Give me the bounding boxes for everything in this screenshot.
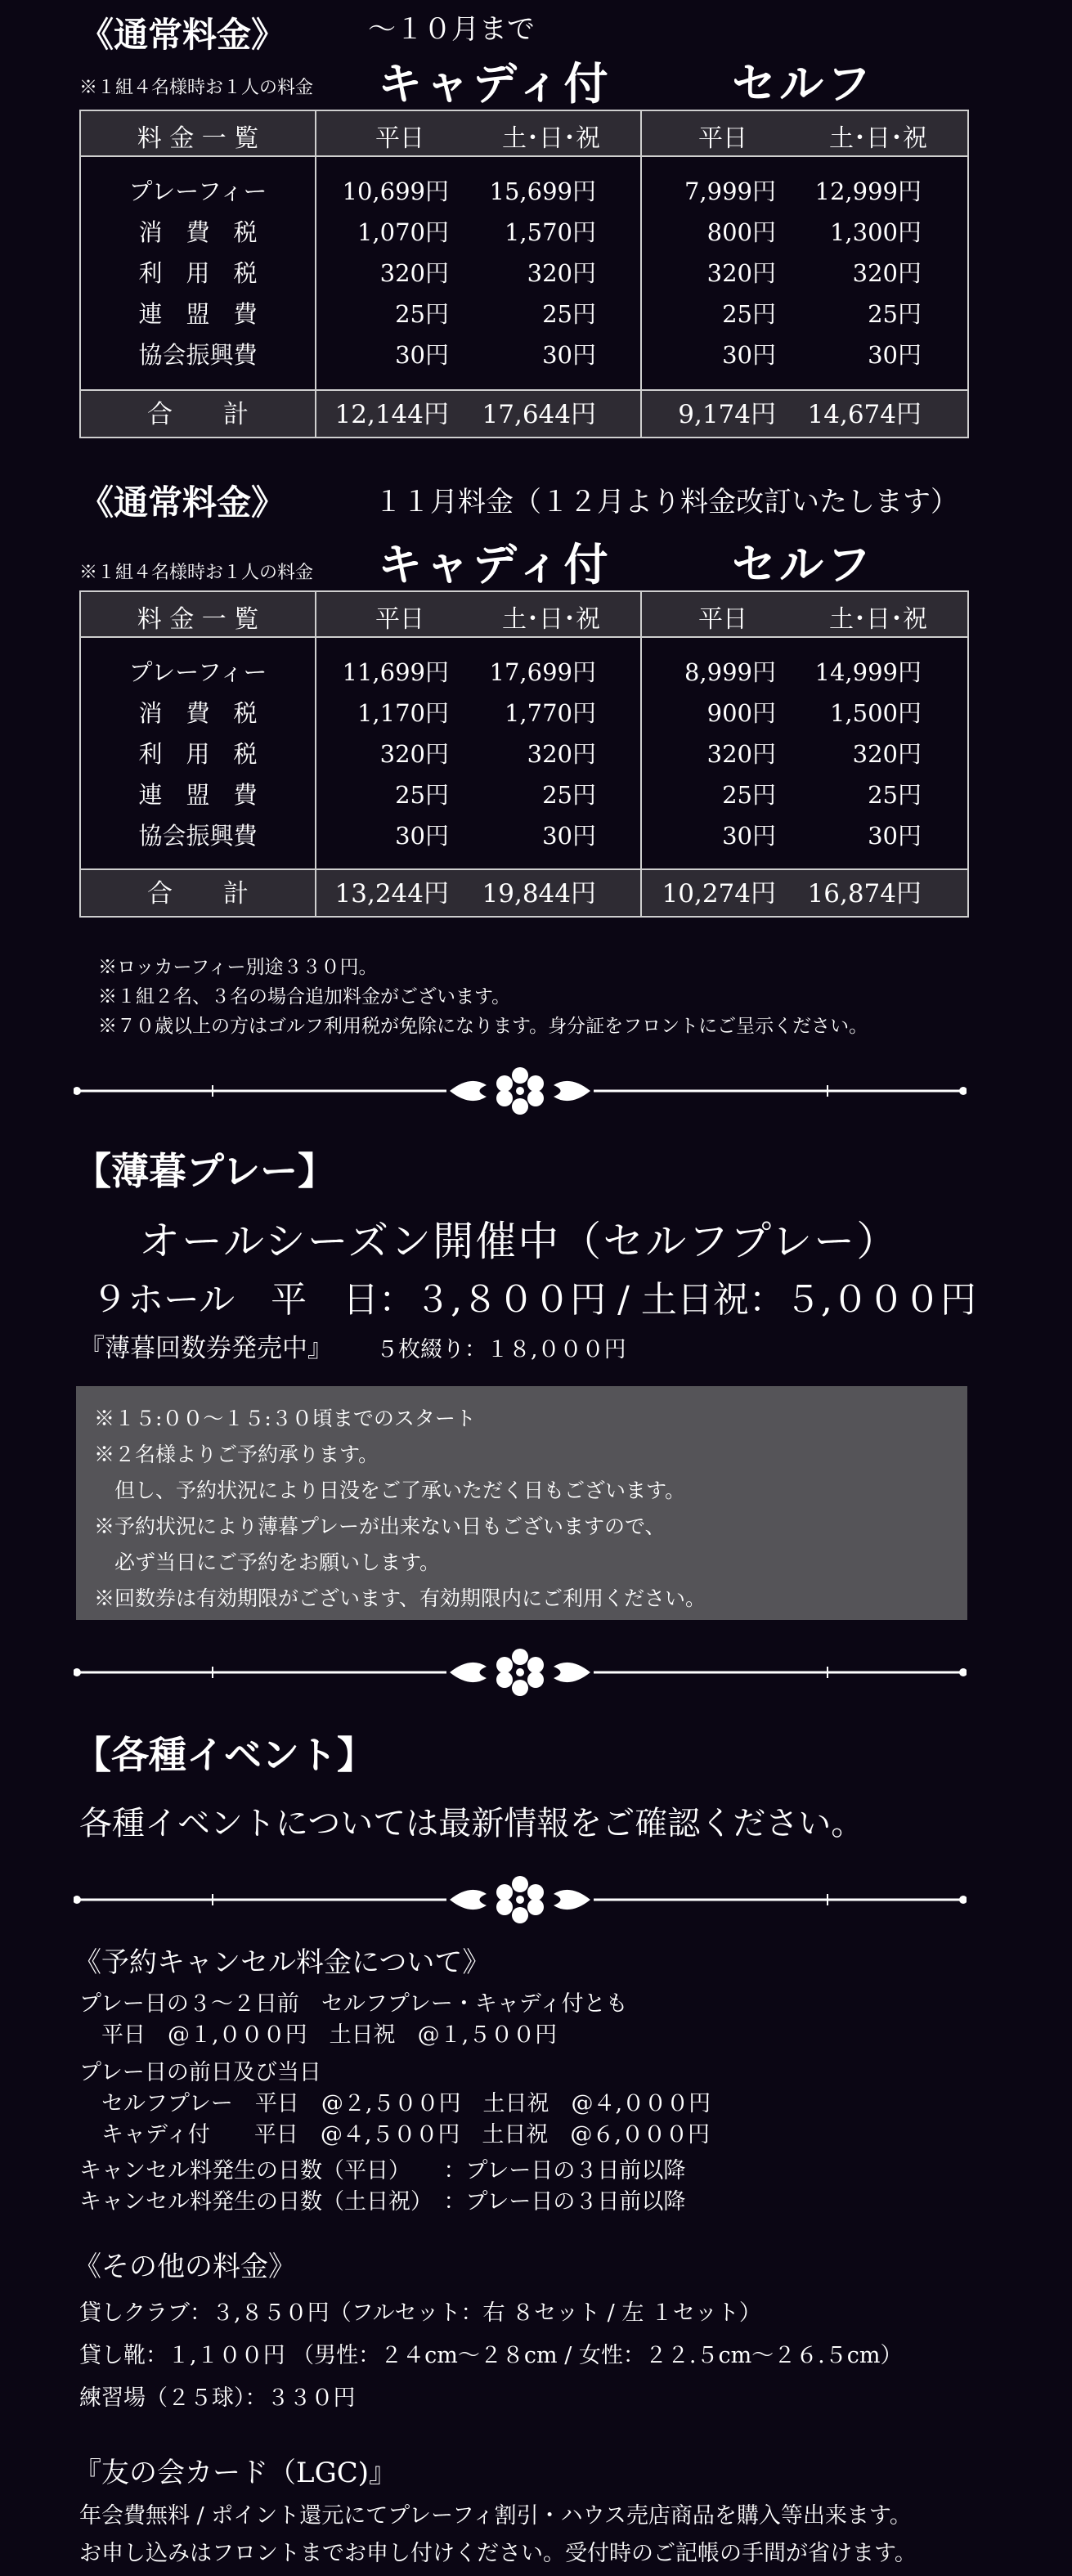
total-value: 12,144円 <box>334 400 449 429</box>
cancel-line: プレー日の３～２日前 セルフプレー・キャディ付とも <box>79 1991 628 2017</box>
row-value: 1,570円 <box>504 218 596 246</box>
row-value: 320円 <box>527 259 596 287</box>
row-label: 協会振興費 <box>138 341 258 369</box>
row-value: 30円 <box>395 822 449 850</box>
row-value: 25円 <box>542 300 596 328</box>
row-label: 利 用 税 <box>138 259 258 287</box>
ornament-divider <box>74 1871 967 1928</box>
dusk-headline: オールシーズン開催中（セルフプレー） <box>139 1218 899 1265</box>
table-header-label: 料 金 一 覧 <box>137 605 259 634</box>
row-value: 25円 <box>868 781 922 809</box>
row-value: 1,300円 <box>829 218 922 246</box>
dusk-info-line: 必ず当日にご予約をお願いします。 <box>94 1551 441 1574</box>
section1-title: 《通常料金》 <box>79 15 286 55</box>
dusk-info-line: 但し、予約状況により日没をご了承いただく日もございます。 <box>94 1479 686 1502</box>
row-label: 消 費 税 <box>138 218 258 246</box>
table-header-holiday-caddie: 土･日･祝 <box>502 124 600 153</box>
row-value: 30円 <box>868 822 922 850</box>
row-label: プレーフィー <box>128 177 267 205</box>
total-value: 13,244円 <box>334 879 449 909</box>
dusk-ticket-detail: ５枚綴り：１８,０００円 <box>376 1337 626 1362</box>
total-value: 19,844円 <box>482 879 596 909</box>
row-value: 30円 <box>722 341 776 369</box>
dusk-ticket-title: 『薄暮回数券発売中』 <box>79 1334 333 1363</box>
cancel-line: 平日 @１,０００円 土日祝 @１,５００円 <box>79 2022 558 2048</box>
total-value: 10,274円 <box>662 879 776 909</box>
dusk-title: 【薄暮プレー】 <box>74 1149 336 1193</box>
table-header-weekday-self: 平日 <box>698 124 747 153</box>
row-value: 320円 <box>852 740 922 768</box>
price-table-2 <box>79 590 969 918</box>
row-label: プレーフィー <box>128 658 267 686</box>
table-header-holiday-self: 土･日･祝 <box>829 124 927 153</box>
row-value: 12,999円 <box>814 177 922 205</box>
dusk-info-line: ※予約状況により薄暮プレーが出来ない日もございますので、 <box>94 1515 666 1538</box>
note-senior-tax: ※７０歳以上の方はゴルフ利用税が免除になります。身分証をフロントにご呈示ください。 <box>98 1016 868 1037</box>
row-value: 1,070円 <box>357 218 449 246</box>
cancel-line: キャディ付 平日 @４,５００円 土日祝 @６,０００円 <box>79 2122 711 2147</box>
table-header-weekday-caddie: 平日 <box>375 605 424 634</box>
row-value: 25円 <box>868 300 922 328</box>
row-value: 8,999円 <box>684 658 776 686</box>
row-label: 利 用 税 <box>138 740 258 768</box>
row-value: 1,170円 <box>357 699 449 727</box>
other-fees-title: 《その他の料金》 <box>74 2251 296 2283</box>
row-value: 900円 <box>706 699 776 727</box>
row-value: 25円 <box>542 781 596 809</box>
section2-period: １１月料金（１２月より料金改訂いたします） <box>375 486 958 518</box>
section1-note: ※１組４名様時お１人の料金 <box>79 78 314 98</box>
section1-caddie-heading: キャディ付 <box>378 57 612 110</box>
cancel-line: キャンセル料発生の日数（土日祝） ：プレー日の３日前以降 <box>79 2189 686 2215</box>
section2-note: ※１組４名様時お１人の料金 <box>79 563 314 583</box>
note-additional-fee: ※１組２名、３名の場合追加料金がございます。 <box>98 986 511 1008</box>
row-value: 25円 <box>722 300 776 328</box>
total-value: 16,874円 <box>807 879 922 909</box>
table-header-holiday-caddie: 土･日･祝 <box>502 605 600 634</box>
row-value: 7,999円 <box>684 177 776 205</box>
lgc-title: 『友の会カード（LGC)』 <box>74 2457 397 2489</box>
row-value: 30円 <box>542 341 596 369</box>
dusk-info-line: ※２名様よりご予約承ります。 <box>94 1443 379 1466</box>
total-value: 17,644円 <box>482 400 596 429</box>
dusk-price-line: ９ホール 平 日：３,８００円 / 土日祝：５,０００円 <box>92 1279 976 1321</box>
row-value: 11,699円 <box>342 658 449 686</box>
row-value: 800円 <box>706 218 776 246</box>
other-fee-line: 貸しクラブ：３,８５０円（フルセット：右 ８セット / 左 １セット） <box>79 2300 761 2326</box>
note-locker: ※ロッカーフィー別途３３０円。 <box>98 957 378 978</box>
lgc-line: 年会費無料 / ポイント還元にてプレーフィ割引・ハウス売店商品を購入等出来ます。 <box>79 2503 912 2529</box>
other-fee-line: 練習場（２５球）：３３０円 <box>79 2385 356 2411</box>
row-label: 連 盟 費 <box>138 300 258 328</box>
row-value: 320円 <box>379 259 449 287</box>
total-value: 14,674円 <box>807 400 922 429</box>
lgc-line: お申し込みはフロントまでお申し付けください。受付時のご記帳の手間が省けます。 <box>79 2541 917 2566</box>
ornament-divider <box>74 1062 967 1120</box>
row-value: 25円 <box>395 300 449 328</box>
row-value: 320円 <box>706 259 776 287</box>
row-label: 消 費 税 <box>138 699 258 727</box>
dusk-info-line: ※１５:００～１５:３０頃までのスタート <box>94 1407 476 1430</box>
table-header-weekday-self: 平日 <box>698 605 747 634</box>
row-value: 320円 <box>852 259 922 287</box>
price-table-1 <box>79 110 969 438</box>
row-value: 14,999円 <box>814 658 922 686</box>
other-fee-line: 貸し靴：１,１００円 （男性：２４cm～２８cm / 女性：２２.５cm～２６.５cm） <box>79 2343 903 2368</box>
row-value: 320円 <box>706 740 776 768</box>
total-value: 9,174円 <box>678 400 776 429</box>
table-header-weekday-caddie: 平日 <box>375 124 424 153</box>
table-header-label: 料 金 一 覧 <box>137 124 259 153</box>
row-value: 30円 <box>395 341 449 369</box>
table-header-holiday-self: 土･日･祝 <box>829 605 927 634</box>
row-value: 30円 <box>722 822 776 850</box>
section2-title: 《通常料金》 <box>79 482 286 523</box>
events-title: 【各種イベント】 <box>74 1733 375 1777</box>
row-value: 15,699円 <box>489 177 596 205</box>
total-label: 合 計 <box>147 879 249 909</box>
row-value: 17,699円 <box>489 658 596 686</box>
row-value: 25円 <box>395 781 449 809</box>
cancel-line: キャンセル料発生の日数（平日） ：プレー日の３日前以降 <box>79 2158 686 2183</box>
section2-caddie-heading: キャディ付 <box>378 538 612 590</box>
cancel-line: セルフプレー 平日 @２,５００円 土日祝 @４,０００円 <box>79 2091 711 2116</box>
row-value: 25円 <box>722 781 776 809</box>
row-value: 30円 <box>542 822 596 850</box>
row-value: 30円 <box>868 341 922 369</box>
row-label: 連 盟 費 <box>138 781 258 809</box>
row-label: 協会振興費 <box>138 822 258 850</box>
row-value: 320円 <box>379 740 449 768</box>
cancel-line: プレー日の前日及び当日 <box>79 2060 321 2085</box>
dusk-info-box <box>76 1386 967 1620</box>
dusk-info-line: ※回数券は有効期限がございます、有効期限内にご利用ください。 <box>94 1586 706 1610</box>
section2-self-heading: セルフ <box>732 538 874 590</box>
total-label: 合 計 <box>147 400 249 429</box>
row-value: 320円 <box>527 740 596 768</box>
row-value: 10,699円 <box>342 177 449 205</box>
ornament-divider <box>74 1644 967 1701</box>
events-text: 各種イベントについては最新情報をご確認ください。 <box>79 1805 864 1842</box>
row-value: 1,500円 <box>829 699 922 727</box>
section1-self-heading: セルフ <box>732 57 874 110</box>
section1-period: ～１０月まで <box>368 13 535 46</box>
row-value: 1,770円 <box>504 699 596 727</box>
cancel-title: 《予約キャンセル料金について》 <box>74 1946 491 1979</box>
